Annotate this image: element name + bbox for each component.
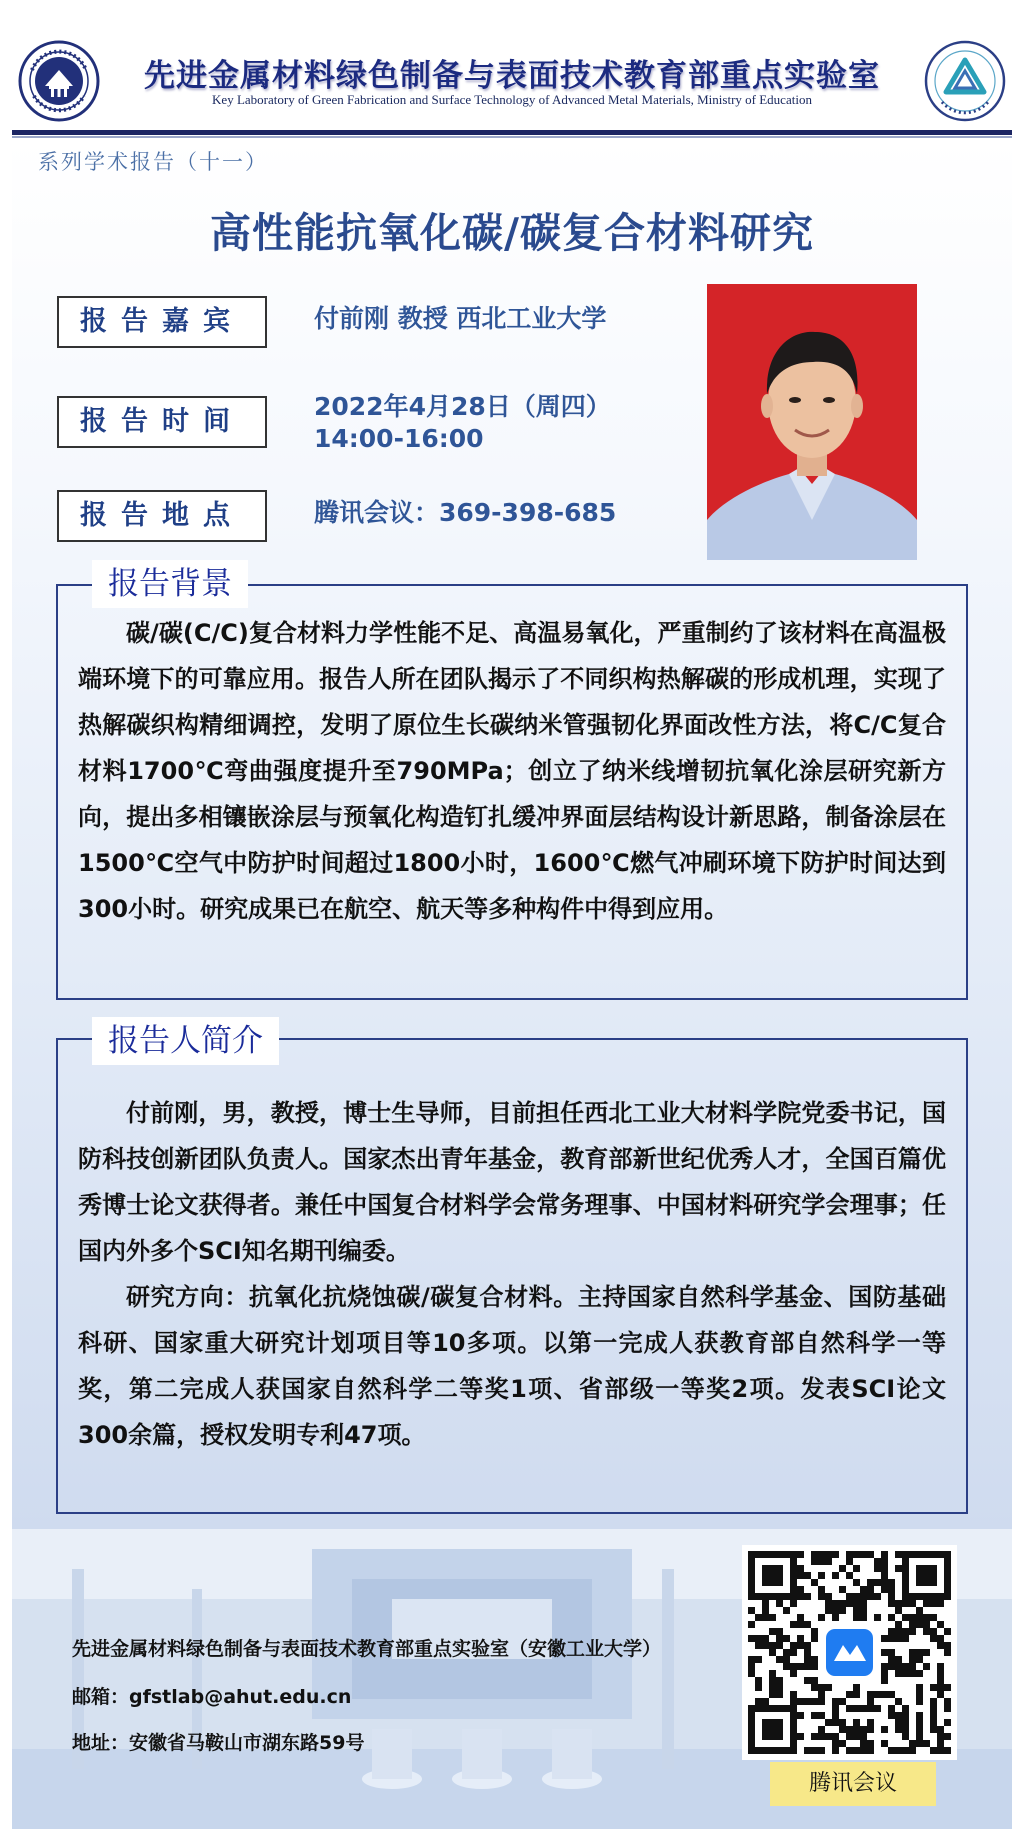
bio-text <box>78 1090 946 1458</box>
time-hours: 14:00-16:00 <box>314 424 484 453</box>
bio-paragraph-1: 付前刚，男，教授，博士生导师，目前担任西北工业大材料学院党委书记，国防科技创新团队负责人。国家杰出青年基金，教育部新世纪优秀人才，全国百篇优秀博士论文获得者。兼任中国复合材料学会常务理事、中国材料研究学会理事；任国内外多个SCI知名期刊编委。 <box>78 1099 946 1265</box>
bio-section <box>56 1038 968 1514</box>
background-heading: 报告背景 <box>92 560 248 608</box>
header-divider <box>12 130 1012 135</box>
speaker-label: 报告嘉宾 <box>57 296 267 348</box>
place-label: 报告地点 <box>57 490 267 542</box>
university-seal-logo-icon <box>18 40 100 122</box>
header <box>0 0 1024 140</box>
portrait-illustration <box>707 284 917 560</box>
qr-code-pattern <box>742 1545 957 1760</box>
time-date: 2022年4月28日（周四） <box>314 392 611 421</box>
background-section <box>56 584 968 1000</box>
report-title: 高性能抗氧化碳/碳复合材料研究 <box>210 209 814 257</box>
lab-title-english: Key Laboratory of Green Fabrication and Surface Technology of Advanced Metal Materials, Ministry of Education <box>212 92 812 107</box>
tencent-meeting-label: 腾讯会议 <box>770 1762 936 1806</box>
place-value: 腾讯会议：369-398-685 <box>314 498 617 527</box>
qr-code[interactable] <box>742 1545 957 1760</box>
bio-paragraph-2: 研究方向：抗氧化抗烧蚀碳/碳复合材料。主持国家自然科学基金、国防基础科研、国家重大研究计划项目等10多项。以第一完成人获教育部自然科学一等奖，第二完成人获国家自然科学二等奖1项、省部级一等奖2项。发表SCI论文300余篇，授权发明专利47项。 <box>78 1283 946 1449</box>
bio-heading: 报告人简介 <box>92 1017 279 1065</box>
background-paragraph: 碳/碳(C/C)复合材料力学性能不足、高温易氧化，严重制约了该材料在高温极端环境下的可靠应用。报告人所在团队揭示了不同织构热解碳的形成机理，实现了热解碳织构精细调控，发明了原位生长碳纳米管强韧化界面改性方法，将C/C复合材料1700℃弯曲强度提升至790MPa；创立了纳米线增韧抗氧化涂层研究新方向，提出多相镶嵌涂层与预氧化构造钉扎缓冲界面层结构设计新思路，制备涂层在1500℃空气中防护时间超过1800小时，1600℃燃气冲刷环境下防护时间达到300小时。研究成果已在航空、航天等多种构件中得到应用。 <box>78 619 946 923</box>
laboratory-logo-icon <box>924 40 1006 122</box>
footer-email: 邮箱：gfstlab@ahut.edu.cn <box>72 1686 352 1708</box>
speaker-portrait <box>707 284 917 560</box>
speaker-value: 付前刚 教授 西北工业大学 <box>314 304 607 333</box>
background-text <box>78 610 946 932</box>
header-divider-secondary <box>12 136 1012 138</box>
time-label: 报告时间 <box>57 396 267 448</box>
footer-org: 先进金属材料绿色制备与表面技术教育部重点实验室（安徽工业大学） <box>72 1638 662 1660</box>
tencent-meeting-icon <box>822 1625 877 1680</box>
series-label: 系列学术报告（十一） <box>38 150 268 174</box>
lab-title-chinese: 先进金属材料绿色制备与表面技术教育部重点实验室 <box>144 58 880 94</box>
footer-address: 地址：安徽省马鞍山市湖东路59号 <box>72 1732 365 1754</box>
